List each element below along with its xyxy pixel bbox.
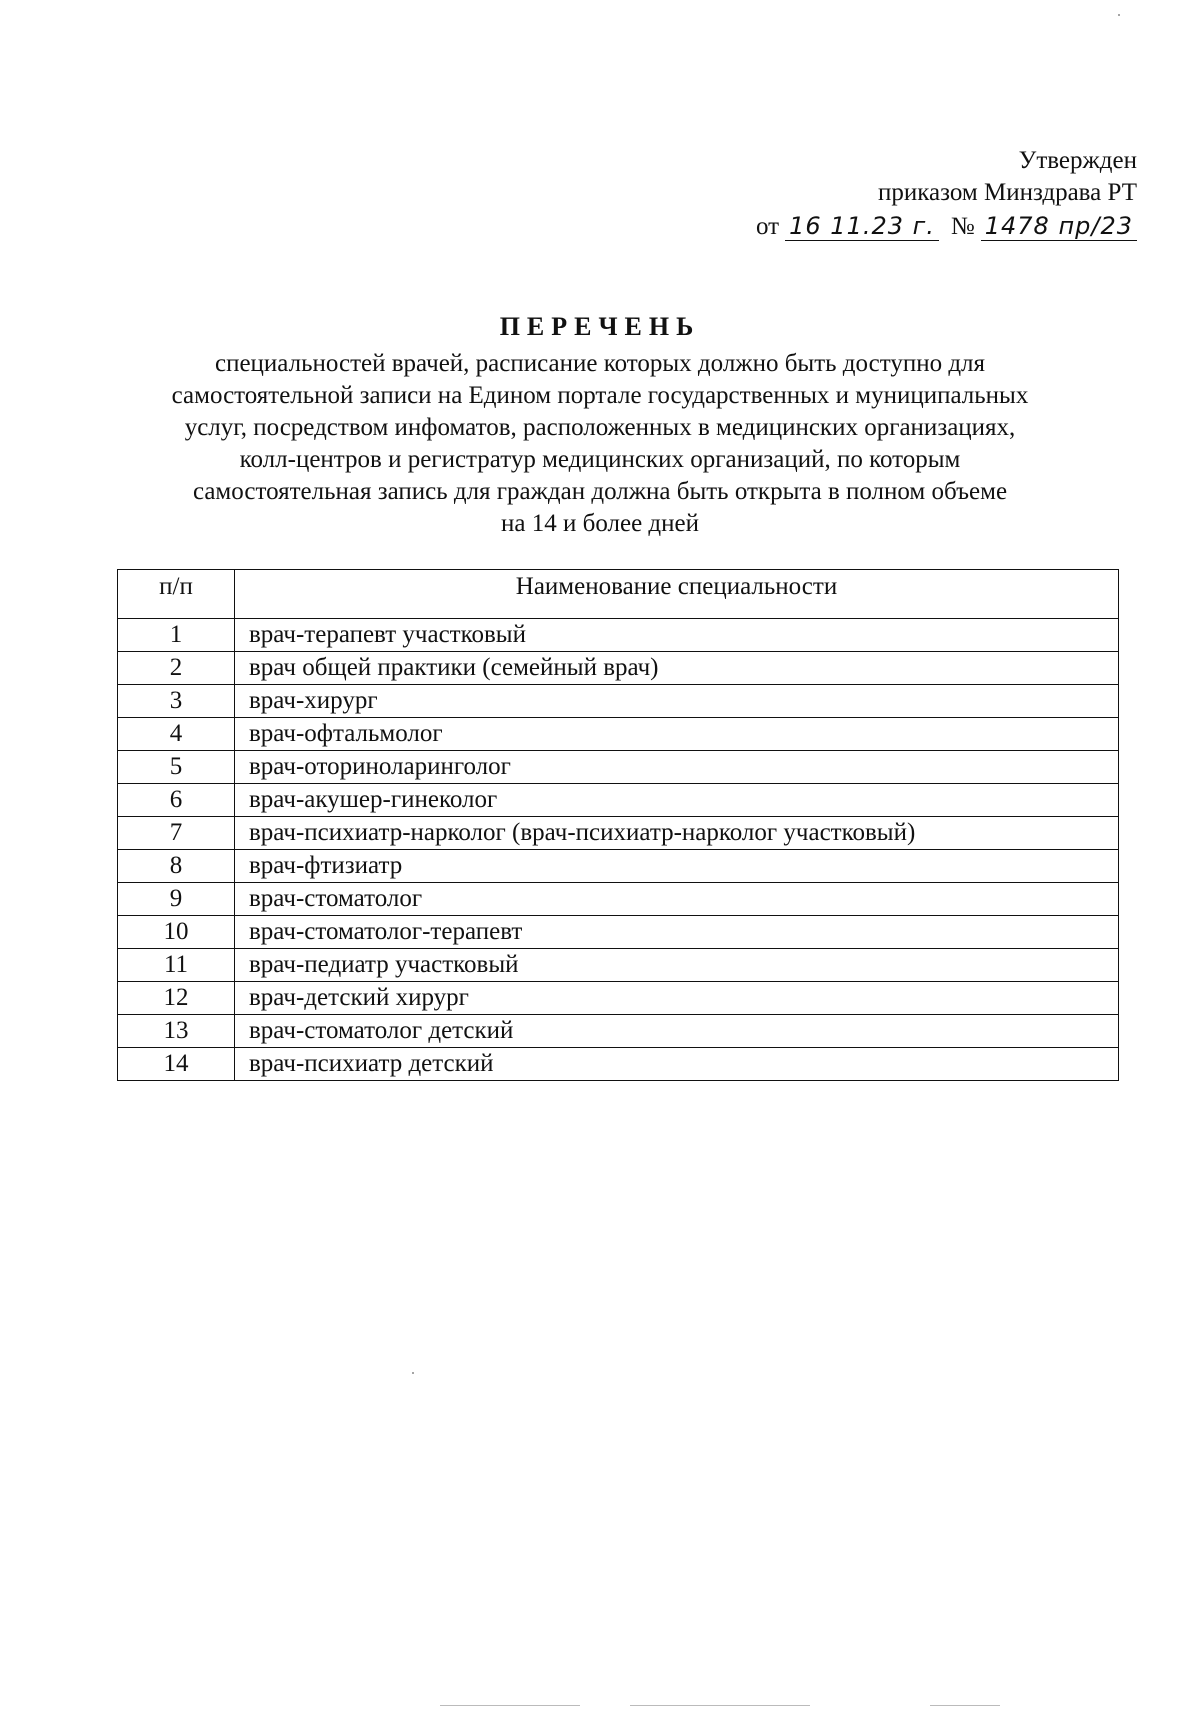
table-row — [118, 751, 1119, 784]
row-specialty: врач-стоматолог детский — [235, 1015, 1119, 1048]
row-specialty: врач-стоматолог — [235, 883, 1119, 916]
row-specialty: врач-акушер-гинеколог — [235, 784, 1119, 817]
row-specialty: врач-хирург — [235, 685, 1119, 718]
approval-line-approved: Утвержден — [1018, 147, 1137, 174]
row-number: 7 — [118, 817, 235, 850]
table-row — [118, 883, 1119, 916]
scan-speck — [1118, 14, 1120, 16]
scan-edge-mark — [630, 1705, 810, 1706]
table-row — [118, 916, 1119, 949]
table-row — [118, 718, 1119, 751]
row-number: 11 — [118, 949, 235, 982]
handwritten-date: 16 11.23 г. — [785, 213, 939, 241]
row-specialty: врач-стоматолог-терапевт — [235, 916, 1119, 949]
document-subtitle — [120, 348, 1080, 540]
row-number: 10 — [118, 916, 235, 949]
header-specialty: Наименование специальности — [235, 570, 1119, 619]
scan-edge-mark — [440, 1705, 580, 1706]
row-specialty: врач-психиатр детский — [235, 1048, 1119, 1081]
scan-speck — [412, 1372, 414, 1374]
from-label: от — [756, 213, 780, 240]
table-row — [118, 817, 1119, 850]
row-number: 13 — [118, 1015, 235, 1048]
row-number: 1 — [118, 619, 235, 652]
specialties-table — [117, 569, 1119, 1081]
row-number: 6 — [118, 784, 235, 817]
subtitle-line: колл-центров и регистратур медицинских организаций, по которым — [239, 446, 961, 473]
table-row — [118, 652, 1119, 685]
table-row — [118, 685, 1119, 718]
row-number: 12 — [118, 982, 235, 1015]
row-specialty: врач-фтизиатр — [235, 850, 1119, 883]
approval-line-order: приказом Минздрава РТ — [878, 179, 1137, 206]
row-number: 5 — [118, 751, 235, 784]
row-specialty: врач общей практики (семейный врач) — [235, 652, 1119, 685]
row-number: 14 — [118, 1048, 235, 1081]
scan-edge-mark — [930, 1705, 1000, 1706]
table-row — [118, 949, 1119, 982]
table-row — [118, 784, 1119, 817]
table-header-row — [118, 570, 1119, 619]
document-heading — [120, 310, 1080, 540]
number-label: № — [950, 213, 975, 240]
row-number: 4 — [118, 718, 235, 751]
row-specialty: врач-терапевт участковый — [235, 619, 1119, 652]
row-specialty: врач-психиатр-нарколог (врач-психиатр-нарколог участковый) — [235, 817, 1119, 850]
subtitle-line: услуг, посредством инфоматов, расположенных в медицинских организациях, — [184, 414, 1016, 441]
row-specialty: врач-детский хирург — [235, 982, 1119, 1015]
row-number: 3 — [118, 685, 235, 718]
row-number: 9 — [118, 883, 235, 916]
document-title: ПЕРЕЧЕНЬ — [499, 312, 701, 341]
table-row — [118, 1015, 1119, 1048]
row-specialty: врач-оториноларинголог — [235, 751, 1119, 784]
subtitle-line: специальностей врачей, расписание которых должно быть доступно для — [214, 350, 986, 377]
row-number: 8 — [118, 850, 235, 883]
subtitle-line: самостоятельной записи на Едином портале государственных и муниципальных — [171, 382, 1029, 409]
table-row — [118, 619, 1119, 652]
approval-stamp-block — [756, 145, 1137, 243]
row-specialty: врач-педиатр участковый — [235, 949, 1119, 982]
approval-reference-line — [756, 211, 1137, 243]
subtitle-line: на 14 и более дней — [501, 510, 699, 537]
table-row — [118, 1048, 1119, 1081]
subtitle-line: самостоятельная запись для граждан должна быть открыта в полном объеме — [192, 478, 1008, 505]
table-row — [118, 850, 1119, 883]
row-specialty: врач-офтальмолог — [235, 718, 1119, 751]
row-number: 2 — [118, 652, 235, 685]
handwritten-order-number: 1478 пр/23 — [981, 213, 1137, 241]
header-number: п/п — [118, 570, 235, 619]
table-row — [118, 982, 1119, 1015]
